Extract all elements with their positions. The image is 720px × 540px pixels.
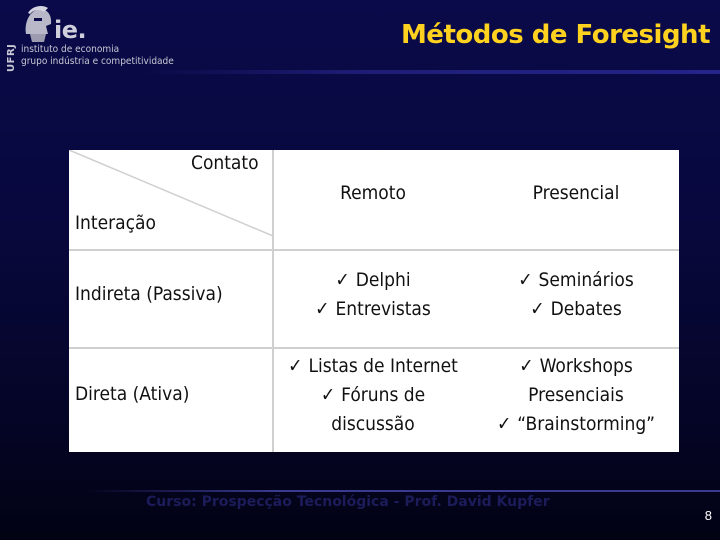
corner-header-contato: Contato: [191, 152, 259, 174]
list-item: ✓ Workshops: [473, 352, 679, 381]
cell-indireta-remoto: [273, 266, 473, 324]
list-item-continuation: discussão: [331, 413, 415, 435]
checkmark-icon: ✓: [519, 355, 534, 377]
column-header-presencial: Presencial: [532, 182, 620, 204]
checkmark-icon: ✓: [496, 413, 512, 435]
row-divider: [69, 347, 679, 349]
list-item: ✓ Debates: [473, 295, 679, 324]
list-item: ✓ “Brainstorming”: [473, 410, 679, 439]
row-divider: [69, 249, 679, 251]
checkmark-icon: ✓: [288, 355, 303, 377]
row-header-direta: Direta (Ativa): [75, 383, 190, 405]
row-header-indireta: Indireta (Passiva): [75, 283, 223, 305]
list-item: ✓ Entrevistas: [273, 295, 473, 324]
corner-header-interacao: Interação: [75, 212, 156, 234]
title-divider: [140, 70, 720, 74]
list-item: ✓ Listas de Internet: [273, 352, 473, 381]
cell-indireta-presencial: [473, 266, 679, 324]
column-header-remoto: Remoto: [340, 182, 406, 204]
course-footer: Curso: Prospecção Tecnológica - Prof. David Kupfer: [146, 494, 550, 510]
logo-mark: ie.: [54, 16, 87, 44]
page-number: 8: [704, 508, 712, 523]
footer-divider: [85, 490, 720, 492]
checkmark-icon: ✓: [518, 269, 533, 291]
checkmark-icon: ✓: [530, 298, 545, 320]
logo-vertical-label: UFRJ: [6, 43, 17, 72]
ufrj-ie-logo: [4, 4, 184, 70]
checkmark-icon: ✓: [335, 269, 350, 291]
list-item: ✓ Seminários: [473, 266, 679, 295]
methods-table: [69, 150, 679, 452]
checkmark-icon: ✓: [315, 298, 330, 320]
slide-title: Métodos de Foresight: [400, 20, 710, 50]
logo-line-1: instituto de economia: [21, 44, 120, 55]
cell-direta-remoto: [273, 352, 473, 439]
list-item: ✓ Delphi: [273, 266, 473, 295]
list-item: ✓ Fóruns de: [273, 381, 473, 410]
cell-direta-presencial: [473, 352, 679, 439]
logo-line-2: grupo indústria e competitividade: [21, 56, 174, 67]
checkmark-icon: ✓: [320, 384, 336, 406]
list-item-continuation: Presenciais: [528, 384, 624, 406]
